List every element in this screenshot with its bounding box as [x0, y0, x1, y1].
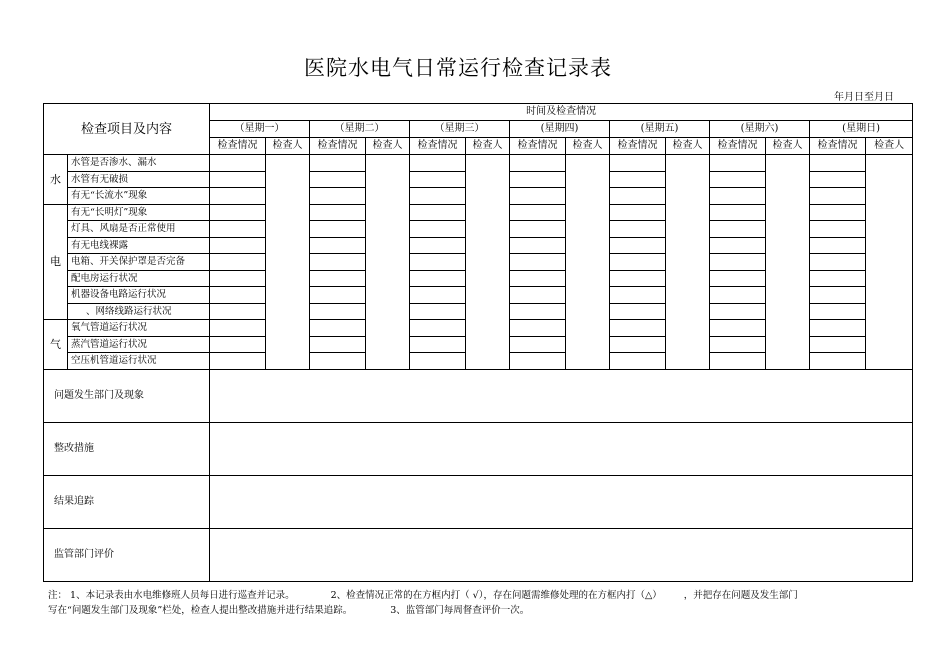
- check-box-cell[interactable]: [410, 336, 466, 353]
- check-box-cell[interactable]: [810, 254, 866, 271]
- check-box-cell[interactable]: [510, 303, 566, 320]
- check-box-cell[interactable]: [610, 204, 666, 221]
- check-box-cell[interactable]: [510, 155, 566, 172]
- check-box-cell[interactable]: [410, 155, 466, 172]
- check-item: 蒸汽管道运行状况: [68, 336, 210, 353]
- section-evaluation-input[interactable]: [210, 528, 913, 581]
- check-item: 有无“长明灯”现象: [68, 204, 210, 221]
- day-header: (星期六): [710, 121, 810, 138]
- check-box-cell[interactable]: [710, 171, 766, 188]
- check-box-cell[interactable]: [310, 171, 366, 188]
- check-box-cell[interactable]: [310, 221, 366, 238]
- category-electric: 电: [44, 204, 68, 320]
- sub-header-person: 检查人: [566, 138, 610, 155]
- items-header: 检查项目及内容: [44, 104, 210, 155]
- check-box-cell[interactable]: [310, 303, 366, 320]
- check-box-cell[interactable]: [610, 221, 666, 238]
- check-item: 水管有无破损: [68, 171, 210, 188]
- check-box-cell[interactable]: [510, 353, 566, 370]
- inspector-cell[interactable]: [666, 155, 710, 370]
- check-box-cell[interactable]: [410, 303, 466, 320]
- check-box-cell[interactable]: [210, 171, 266, 188]
- check-box-cell[interactable]: [410, 188, 466, 205]
- check-item: 空压机管道运行状况: [68, 353, 210, 370]
- section-tracking: 结果追踪: [44, 475, 210, 528]
- check-box-cell[interactable]: [510, 336, 566, 353]
- day-header: (星期四): [510, 121, 610, 138]
- sub-header-check: 检查情况: [810, 138, 866, 155]
- check-box-cell[interactable]: [510, 204, 566, 221]
- sub-header-check: 检查情况: [210, 138, 266, 155]
- check-box-cell[interactable]: [510, 287, 566, 304]
- check-item: 水管是否渗水、漏水: [68, 155, 210, 172]
- inspection-table: [43, 103, 913, 582]
- check-box-cell[interactable]: [310, 254, 366, 271]
- check-box-cell[interactable]: [510, 221, 566, 238]
- check-box-cell[interactable]: [710, 254, 766, 271]
- note-1b: 2、检查情况正常的在方框内打（ √），存在问题需维修处理的在方框内打（△）: [330, 590, 662, 601]
- check-box-cell[interactable]: [510, 237, 566, 254]
- check-box-cell[interactable]: [510, 270, 566, 287]
- check-box-cell[interactable]: [710, 287, 766, 304]
- page-title: 医院水电气日常运行检查记录表: [304, 56, 612, 80]
- check-box-cell[interactable]: [410, 221, 466, 238]
- check-box-cell[interactable]: [610, 155, 666, 172]
- note-line-1: [48, 590, 908, 602]
- check-box-cell[interactable]: [610, 303, 666, 320]
- check-box-cell[interactable]: [210, 155, 266, 172]
- check-box-cell[interactable]: [710, 320, 766, 337]
- check-box-cell[interactable]: [310, 353, 366, 370]
- check-item: 氧气管道运行状况: [68, 320, 210, 337]
- day-header: （星期一）: [210, 121, 310, 138]
- inspector-cell[interactable]: [766, 155, 810, 370]
- check-box-cell[interactable]: [410, 270, 466, 287]
- check-box-cell[interactable]: [210, 353, 266, 370]
- sub-header-person: 检查人: [666, 138, 710, 155]
- check-item: 机器设备电路运行状况: [68, 287, 210, 304]
- check-box-cell[interactable]: [410, 204, 466, 221]
- check-box-cell[interactable]: [410, 320, 466, 337]
- check-box-cell[interactable]: [810, 353, 866, 370]
- time-header: 时间及检查情况: [210, 104, 913, 121]
- sub-header-person: 检查人: [366, 138, 410, 155]
- check-box-cell[interactable]: [810, 155, 866, 172]
- check-box-cell[interactable]: [410, 237, 466, 254]
- check-box-cell[interactable]: [810, 336, 866, 353]
- check-box-cell[interactable]: [610, 287, 666, 304]
- inspector-cell[interactable]: [866, 155, 913, 370]
- check-box-cell[interactable]: [410, 171, 466, 188]
- check-box-cell[interactable]: [410, 287, 466, 304]
- check-box-cell[interactable]: [310, 237, 366, 254]
- inspector-cell[interactable]: [266, 155, 310, 370]
- check-box-cell[interactable]: [510, 171, 566, 188]
- check-box-cell[interactable]: [310, 204, 366, 221]
- check-box-cell[interactable]: [510, 320, 566, 337]
- section-tracking-input[interactable]: [210, 475, 913, 528]
- check-box-cell[interactable]: [210, 237, 266, 254]
- check-box-cell[interactable]: [410, 254, 466, 271]
- check-box-cell[interactable]: [710, 270, 766, 287]
- section-problem-input[interactable]: [210, 369, 913, 422]
- check-box-cell[interactable]: [510, 254, 566, 271]
- check-box-cell[interactable]: [810, 320, 866, 337]
- check-box-cell[interactable]: [710, 204, 766, 221]
- check-box-cell[interactable]: [710, 237, 766, 254]
- section-rectify: 整改措施: [44, 422, 210, 475]
- category-water: 水: [44, 155, 68, 205]
- check-box-cell[interactable]: [610, 171, 666, 188]
- sub-header-person: 检查人: [466, 138, 510, 155]
- date-range: 年月日至月日: [834, 92, 894, 103]
- section-evaluation: 监管部门评价: [44, 528, 210, 581]
- check-box-cell[interactable]: [810, 237, 866, 254]
- category-gas: 气: [44, 320, 68, 370]
- check-box-cell[interactable]: [410, 353, 466, 370]
- sub-header-check: 检查情况: [410, 138, 466, 155]
- check-box-cell[interactable]: [310, 336, 366, 353]
- check-box-cell[interactable]: [610, 237, 666, 254]
- sub-header-person: 检查人: [866, 138, 913, 155]
- check-item: 、网络线路运行状况: [68, 303, 210, 320]
- check-item: 灯具、风扇是否正常使用: [68, 221, 210, 238]
- inspector-cell[interactable]: [366, 155, 410, 370]
- sub-header-person: 检查人: [766, 138, 810, 155]
- check-box-cell[interactable]: [710, 336, 766, 353]
- check-box-cell[interactable]: [310, 188, 366, 205]
- check-box-cell[interactable]: [710, 303, 766, 320]
- check-box-cell[interactable]: [310, 270, 366, 287]
- check-box-cell[interactable]: [710, 155, 766, 172]
- check-box-cell[interactable]: [810, 171, 866, 188]
- check-box-cell[interactable]: [310, 155, 366, 172]
- inspector-cell[interactable]: [466, 155, 510, 370]
- check-box-cell[interactable]: [610, 270, 666, 287]
- check-item: 电箱、开关保护罩是否完备: [68, 254, 210, 271]
- check-box-cell[interactable]: [210, 320, 266, 337]
- day-header: （星期三）: [410, 121, 510, 138]
- check-box-cell[interactable]: [810, 188, 866, 205]
- check-item: 有无电线裸露: [68, 237, 210, 254]
- check-box-cell[interactable]: [610, 336, 666, 353]
- day-header: （星期二）: [310, 121, 410, 138]
- sub-header-check: 检查情况: [510, 138, 566, 155]
- note-2b: 3、监管部门每周督查评价一次。: [390, 605, 530, 616]
- check-box-cell[interactable]: [710, 221, 766, 238]
- check-box-cell[interactable]: [610, 188, 666, 205]
- check-box-cell[interactable]: [510, 188, 566, 205]
- check-box-cell[interactable]: [210, 270, 266, 287]
- note-2a: 写在“问题发生部门及现象”栏处，检查人提出整改措施并进行结果追踪。: [48, 605, 353, 616]
- check-box-cell[interactable]: [210, 221, 266, 238]
- check-box-cell[interactable]: [210, 303, 266, 320]
- inspector-cell[interactable]: [566, 155, 610, 370]
- section-problem: 问题发生部门及现象: [44, 369, 210, 422]
- check-item: 有无“长流水”现象: [68, 188, 210, 205]
- sub-header-check: 检查情况: [310, 138, 366, 155]
- check-box-cell[interactable]: [310, 287, 366, 304]
- sub-header-person: 检查人: [266, 138, 310, 155]
- note-line-2: [48, 605, 908, 617]
- check-box-cell[interactable]: [710, 188, 766, 205]
- day-header: (星期日): [810, 121, 913, 138]
- check-item: 配电房运行状况: [68, 270, 210, 287]
- check-box-cell[interactable]: [810, 204, 866, 221]
- section-rectify-input[interactable]: [210, 422, 913, 475]
- sub-header-check: 检查情况: [610, 138, 666, 155]
- check-box-cell[interactable]: [610, 353, 666, 370]
- sub-header-check: 检查情况: [710, 138, 766, 155]
- check-box-cell[interactable]: [310, 320, 366, 337]
- check-box-cell[interactable]: [610, 320, 666, 337]
- note-1c: ，并把存在问题及发生部门: [683, 590, 798, 601]
- check-box-cell[interactable]: [210, 204, 266, 221]
- check-box-cell[interactable]: [810, 303, 866, 320]
- check-box-cell[interactable]: [810, 221, 866, 238]
- check-box-cell[interactable]: [210, 336, 266, 353]
- check-box-cell[interactable]: [810, 287, 866, 304]
- check-box-cell[interactable]: [810, 270, 866, 287]
- check-box-cell[interactable]: [210, 188, 266, 205]
- note-1a: 注： 1、本记录表由水电维修班人员每日进行巡查并记录。: [48, 590, 295, 601]
- check-box-cell[interactable]: [610, 254, 666, 271]
- check-box-cell[interactable]: [710, 353, 766, 370]
- check-box-cell[interactable]: [210, 287, 266, 304]
- check-box-cell[interactable]: [210, 254, 266, 271]
- day-header: (星期五): [610, 121, 710, 138]
